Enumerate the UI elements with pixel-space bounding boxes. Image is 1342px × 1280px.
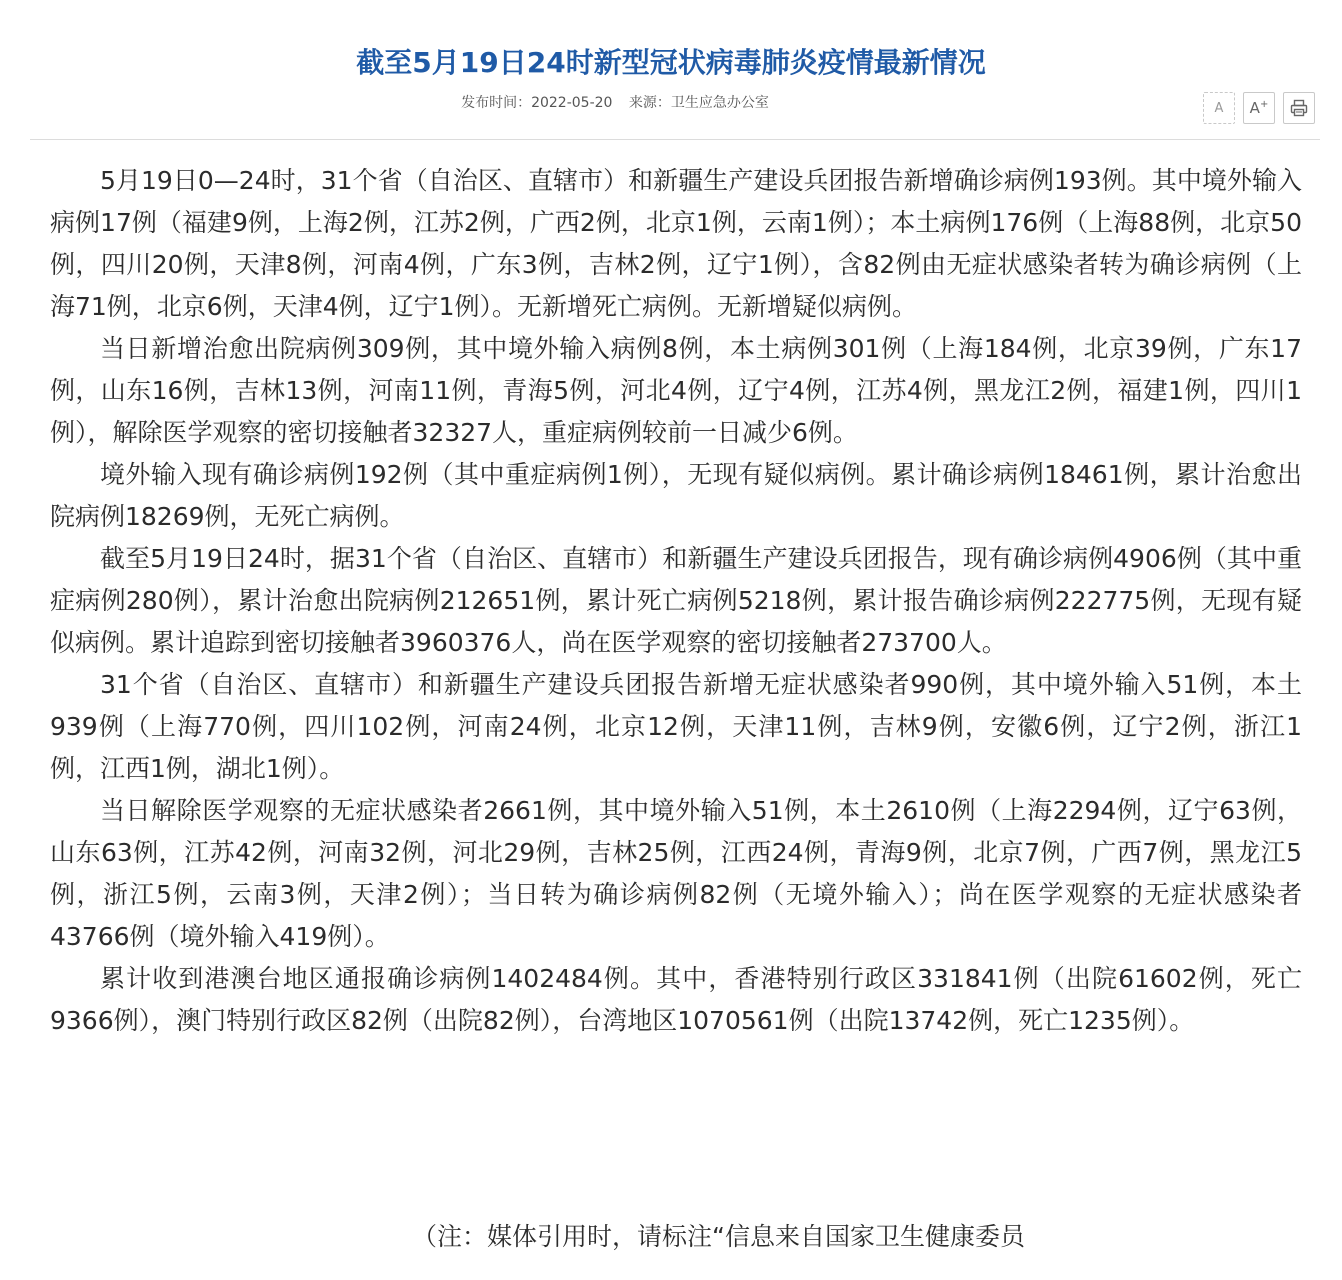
header-divider xyxy=(30,139,1320,140)
article-meta xyxy=(0,92,1230,114)
paragraph-6: 当日解除医学观察的无症状感染者2661例，其中境外输入51例，本土2610例（上海2294例，辽宁63例，山东63例，江苏42例，河南32例，河北29例，吉林25例，江西24例，青海9例，北京7例，广西7例，黑龙江5例，浙江5例，云南3例，天津2例）；当日转为确诊病例82例（无境外输入）；尚在医学观察的无症状感染者43766例（境外输入419例）。 xyxy=(50,796,1302,951)
publish-info xyxy=(461,95,612,111)
paragraph-2: 当日新增治愈出院病例309例，其中境外输入病例8例，本土病例301例（上海184例，北京39例，广东17例，山东16例，吉林13例，河南11例，青海5例，河北4例，辽宁4例，江苏4例，黑龙江2例，福建1例，四川1例），解除医学观察的密切接触者32327人，重症病例较前一日减少6例。 xyxy=(50,334,1302,447)
page-title: 截至5月19日24时新型冠状病毒肺炎疫情最新情况 xyxy=(356,45,986,79)
article-body xyxy=(50,160,1302,1042)
source-name: 卫生应急办公室 xyxy=(670,95,769,111)
article-toolbar xyxy=(1203,92,1315,124)
font-increase-icon: A+ xyxy=(1249,99,1269,117)
publish-date: 2022-05-20 xyxy=(531,95,613,111)
citation-note: （注：媒体引用时，请标注“信息来自国家卫生健康委员 xyxy=(412,1222,1025,1251)
paragraph-7: 累计收到港澳台地区通报确诊病例1402484例。其中，香港特别行政区331841例（出院61602例，死亡9366例），澳门特别行政区82例（出院82例），台湾地区1070561例（出院13742例，死亡1235例）。 xyxy=(50,964,1302,1035)
blur-overlay xyxy=(1060,1212,1342,1264)
paragraph-1: 5月19日0—24时，31个省（自治区、直辖市）和新疆生产建设兵团报告新增确诊病例193例。其中境外输入病例17例（福建9例，上海2例，江苏2例，广西2例，北京1例，云南1例）；本土病例176例（上海88例，北京50例，四川20例，天津8例，河南4例，广东3例，吉林2例，辽宁1例），含82例由无症状感染者转为确诊病例（上海71例，北京6例，天津4例，辽宁1例）。无新增死亡病例。无新增疑似病例。 xyxy=(50,166,1302,321)
print-button[interactable] xyxy=(1283,92,1315,124)
font-decrease-icon: A xyxy=(1214,100,1224,116)
publish-label: 发布时间： xyxy=(461,95,532,111)
source-label: 来源： xyxy=(628,95,671,111)
font-increase-button[interactable] xyxy=(1243,92,1275,124)
paragraph-3: 境外输入现有确诊病例192例（其中重症病例1例），无现有疑似病例。累计确诊病例18461例，累计治愈出院病例18269例，无死亡病例。 xyxy=(50,460,1302,531)
source-info xyxy=(629,95,769,111)
printer-icon xyxy=(1290,99,1308,117)
paragraph-5: 31个省（自治区、直辖市）和新疆生产建设兵团报告新增无症状感染者990例，其中境外输入51例，本土939例（上海770例，四川102例，河南24例，北京12例，天津11例，吉林9例，安徽6例，辽宁2例，浙江1例，江西1例，湖北1例）。 xyxy=(50,670,1302,783)
font-decrease-button[interactable] xyxy=(1203,92,1235,124)
paragraph-4: 截至5月19日24时，据31个省（自治区、直辖市）和新疆生产建设兵团报告，现有确诊病例4906例（其中重症病例280例），累计治愈出院病例212651例，累计死亡病例5218例，累计报告确诊病例222775例，无现有疑似病例。累计追踪到密切接触者3960376人，尚在医学观察的密切接触者273700人。 xyxy=(50,544,1302,657)
